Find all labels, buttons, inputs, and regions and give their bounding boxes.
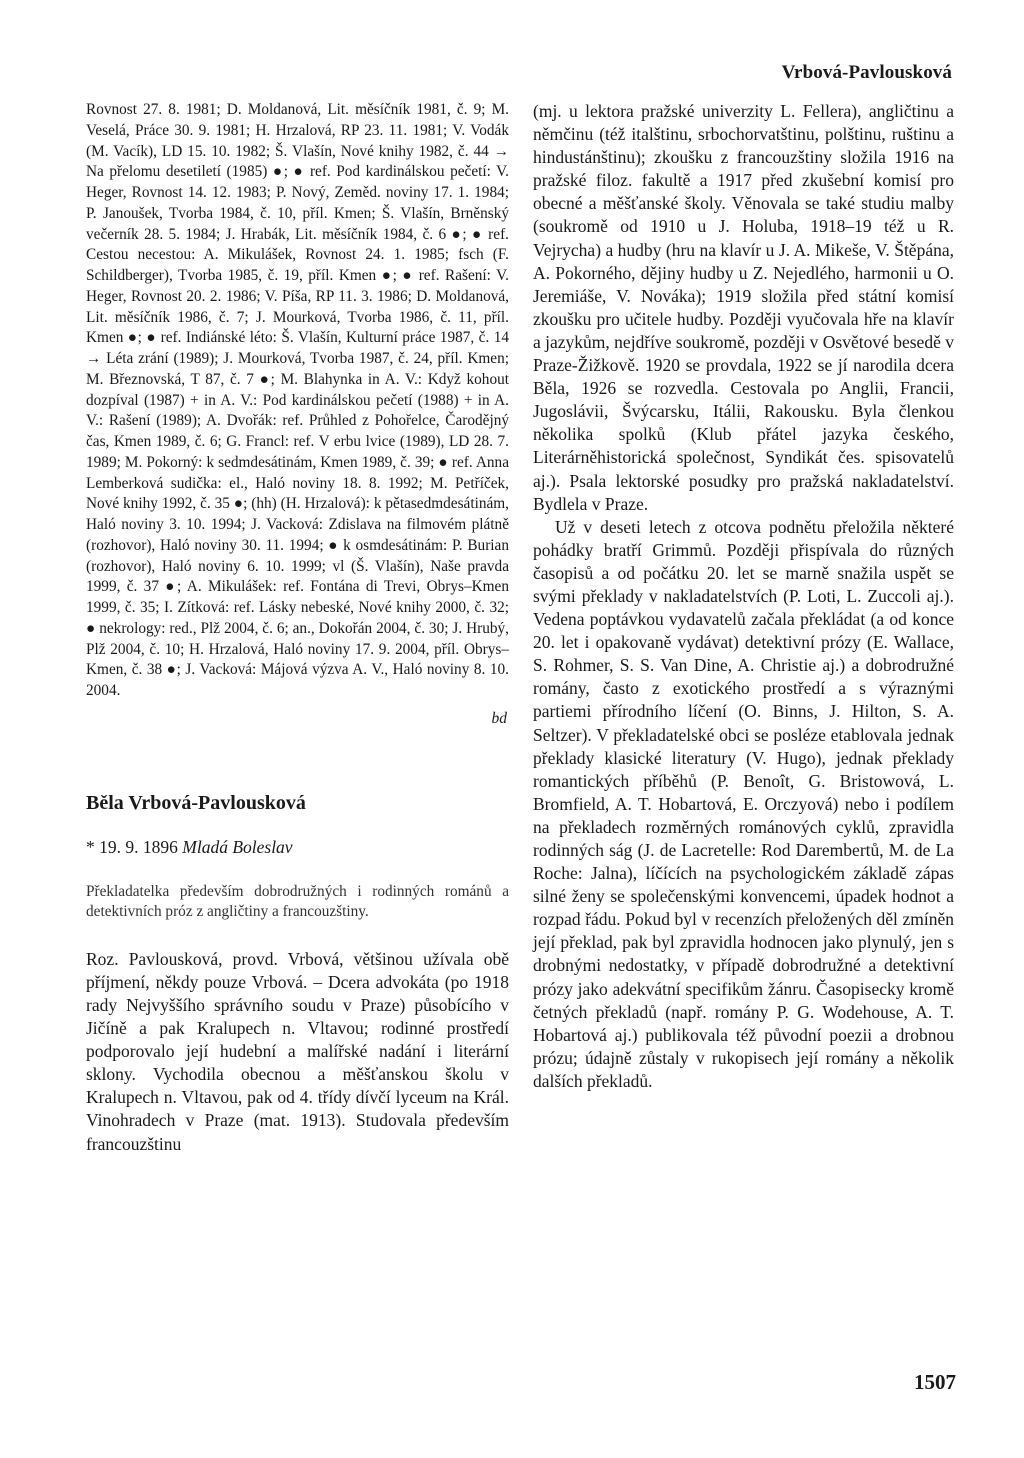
previous-entry-bibliography: Rovnost 27. 8. 1981; D. Moldanová, Lit. měsíčník 1981, č. 9; M. Veselá, Práce 30. 9. 1981; H. Hrzalová, RP 23. 11. 1981; V. Vodák (M. Vacík), LD 15. 10. 1982; Š. Vlašín, Nové knihy 1982, č. 44 → Na přelomu desetiletí (1985) ●; ● ref. Pod kardinálskou pečetí: V. Heger, Rovnost 14. 12. 1983; P. Nový, Zeměd. noviny 17. 1. 1984; P. Janoušek, Tvorba 1984, č. 10, příl. Kmen; Š. Vlašín, Brněnský večerník 28. 5. 1984; J. Hrabák, Lit. měsíčník 1984, č. 6 ●; ● ref. Cestou necestou: A. Mikulášek, Rovnost 24. 1. 1985; fsch (F. Schildberger), Tvorba 1985, č. 19, příl. Kmen ●; ● ref. Rašení: V. Heger, Rovnost 20. 2. 1986; V. Píša, RP 11. 3. 1986; D. Moldanová, Lit. měsíčník 1986, č. 7; J. Mourková, Tvorba 1986, č. 11, příl. Kmen ●; ● ref. Indiánské léto: Š. Vlašín, Kulturní práce 1987, č. 14 → Léta zrání (1989); J. Mourková, Tvorba 1987, č. 24, příl. Kmen; M. Březnovská, T 87, č. 7 ●; M. Blahynka in A. V.: Když kohout dozpíval (1987) + in A. V.: Pod kardinálskou pečetí (1988) + in A. V.: Rašení (1989); A. Dvořák: ref. Průhled z Pohořelce, Čarodějný čas, Kmen 1989, č. 6; G. Francl: ref. V erbu lvice (1989), LD 28. 7. 1989; M. Pokorný: k sedmdesátinám, Kmen 1989, č. 39; ● ref. Anna Lemberková sudička: el., Haló noviny 18. 8. 1992; M. Petříček, Nové knihy 1992, č. 35 ●; (hh) (H. Hrzalová): k pětasedmdesátinám, Haló noviny 3. 10. 1994; J. Vacková: Zdislava na filmovém plátně (rozhovor), Haló noviny 30. 11. 1994; ● k osmdesátinám: P. Burian (rozhovor), Haló noviny 6. 10. 1999; vl (Š. Vlašín), Naše pravda 1999, č. 37 ●; A. Mikulášek: ref. Fontána di Trevi, Obrys–Kmen 1999, č. 35; I. Zítková: ref. Lásky nebeské, Nové knihy 2000, č. 32; ● nekrology: red., Plž 2004, č. 6; an., Dokořán 2004, č. 30; J. Hrubý, Plž 2004, č. 10; H. Hrzalová, Haló noviny 17. 9. 2004, příl. Obrys–Kmen, č. 38 ●; J. Vacková: Májová výzva A. V., Haló noviny 8. 10. 2004. <box>86 101 509 699</box>
running-head: Vrbová-Pavlousková <box>781 62 952 83</box>
right-column <box>533 100 954 1093</box>
birth-date: * 19. 9. 1896 <box>86 836 178 857</box>
entry-surname: Vrbová-Pavlousková <box>128 791 306 814</box>
paragraph-2: Už v deseti letech z otcova podnětu přeložila některé pohádky bratří Grimmů. Později přispívala do různých časopisů a od počátku 20. let se marně snažila uspět se svými překlady v nakladatelstvích (P. Loti, L. Zuccoli aj.). Vedena poptávkou vydavatelů začala překládat (a od konce 20. let i opakovaně vydávat) detektivní prózy (E. Wallace, S. Rohmer, S. S. Van Dine, A. Christie aj.) a dobrodružné romány, často z exotického prostředí a s výraznými partiemi přírodního líčení (O. Binns, J. Hilton, S. A. Seltzer). V překladatelské obci se posléze etablovala jednak překlady klasické literatury (V. Hugo), jednak překlady romantických příběhů (P. Benoît, G. Bristowová, L. Bromfield, A. T. Hobartová, E. Orczyová) nebo i podílem na překladech rozměrných románových cyklů, zpravidla rodinných ság (J. de Lacretelle: Rod Darembertů, M. de La Roche: Jalna), líčících na psychologickém základě zápas silné ženy se společenskými konvencemi, úpadek hodnot a rozpad řádu. Pokud byl v recenzích přeložených děl zmíněn její překlad, pak byl zpravidla hodnocen jako plynulý, jen s drobnými nedostatky, v případě dobrodružné a detektivní prózy jako adekvátní specifikům žánru. Časopisecky kromě četných překladů (např. romány P. G. Wodehouse, A. T. Hobartová aj.) publikovala též původní poezii a drobnou prózu; údajně zůstaly v rukopisech její romány a několik dalších překladů. <box>533 516 954 1091</box>
left-column <box>86 100 509 1156</box>
birth-info <box>86 835 509 859</box>
page-number: 1507 <box>914 1370 956 1394</box>
birth-place: Mladá Boleslav <box>182 836 293 857</box>
entry-characteristic: Překladatelka především dobrodružných i rodinných románů a detektivních próz z angličtiny a francouzštiny. <box>86 882 509 921</box>
entry-heading <box>86 790 509 816</box>
paragraph-1-part-2: (mj. u lektora pražské univerzity L. Fellera), angličtinu a němčinu (též italštinu, srbochorvatštinu, polštinu, ruštinu a hindustánštinu); zkoušku z francouzštiny složila 1916 na pražské filoz. fakultě a 1917 před zkušební komisí pro obecné a měšťanské školy. Věnovala se také studiu malby (soukromě od 1910 u J. Holuba, 1918–19 též u R. Vejrycha) a hudby (hru na klavír u J. A. Mikeše, V. Štěpána, A. Pokorného, dějiny hudby u Z. Nejedlého, harmonii u O. Jeremiáše, V. Nováka); 1919 složila před státní komisí zkoušku pro učitele hudby. Později vyučovala hře na klavír a jazykům, nejdříve soukromě, později v Osvětové besedě v Praze-Žižkově. 1920 se provdala, 1922 se jí narodila dcera Běla, 1926 se rozvedla. Cestovala po Anglii, Francii, Jugoslávii, Švýcarsku, Itálii, Rakousku. Byla členkou několika spolků (Klub přátel jazyka českého, Literárněhistorická společnost, Syndikát čes. spisovatelů aj.). Psala lektorské posudky pro pražská nakladatelství. Bydlela v Praze. <box>533 101 954 514</box>
paragraph-1-part-1: Roz. Pavlousková, provd. Vrbová, většinou užívala obě příjmení, někdy pouze Vrbová. – Dcera advokáta (po 1918 rady Nejvyššího správního soudu v Praze) působícího v Jičíně a pak Kralupech n. Vltavou; rodinné prostředí podporovalo její hudební a malířské nadání i literární sklony. Vychodila obecnou a měšťanskou školu v Kralupech n. Vltavou, pak od 4. třídy dívčí lyceum na Král. Vinohradech v Praze (mat. 1913). Studovala především francouzštinu <box>86 948 509 1154</box>
author-signature: bd <box>491 709 507 727</box>
entry-first-name: Běla <box>86 791 124 814</box>
